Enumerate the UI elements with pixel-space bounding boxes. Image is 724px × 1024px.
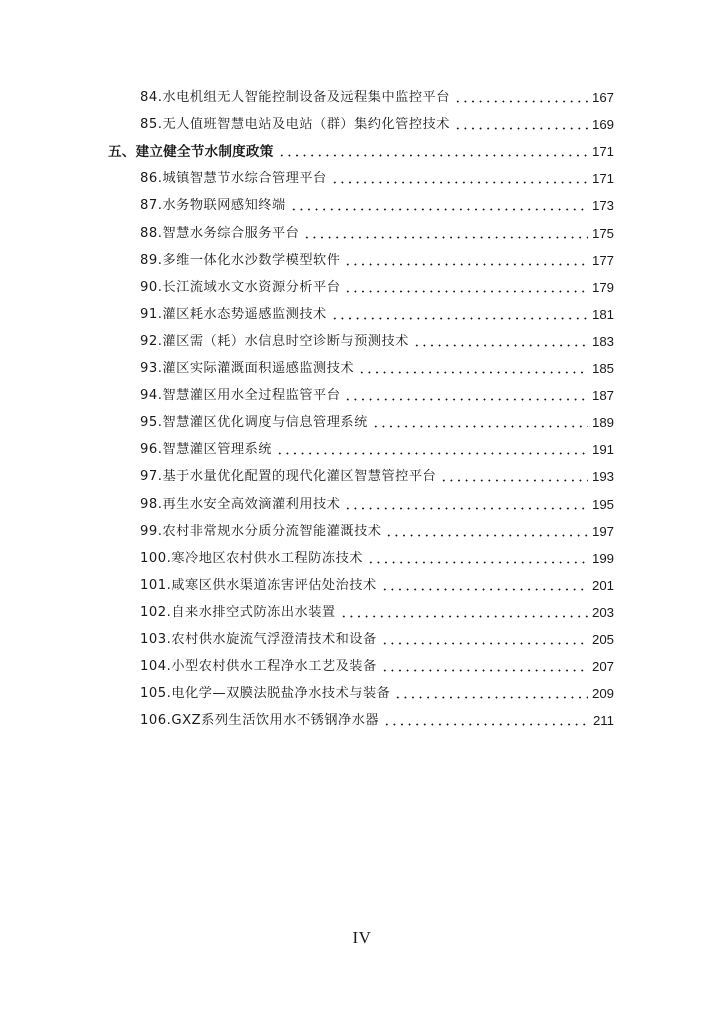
toc-entry — [140, 412, 614, 432]
toc-entry — [140, 195, 614, 215]
dot-leader — [385, 534, 588, 537]
toc-entry — [140, 385, 614, 405]
page-folio: IV — [352, 928, 372, 947]
dot-leader — [440, 479, 588, 482]
toc-entry-page-number: 191 — [591, 442, 614, 458]
dot-leader — [394, 696, 588, 699]
dot-leader — [331, 317, 588, 320]
toc-entry — [140, 223, 614, 243]
dot-leader — [331, 181, 588, 184]
toc-entry — [140, 575, 614, 595]
toc-entry — [140, 521, 614, 541]
toc-entry-title: 100.寒冷地区农村供水工程防冻技术 — [140, 550, 363, 566]
toc-entry — [140, 250, 614, 270]
toc-entry-title: 96.智慧灌区管理系统 — [140, 442, 272, 458]
dot-leader — [344, 507, 588, 510]
dot-leader — [344, 263, 588, 266]
dot-leader — [381, 588, 588, 591]
toc-entry-title: 86.城镇智慧节水综合管理平台 — [140, 171, 327, 187]
dot-leader — [454, 127, 588, 130]
dot-leader — [344, 290, 588, 293]
toc-entry — [140, 548, 614, 568]
toc-entry — [140, 710, 614, 730]
toc-entry-title: 88.智慧水务综合服务平台 — [140, 225, 300, 241]
toc-entry-page-number: 177 — [591, 252, 614, 268]
dot-leader — [383, 723, 589, 726]
toc-entry — [140, 304, 614, 324]
toc-entry-page-number: 171 — [591, 144, 614, 160]
toc-entry — [140, 87, 614, 107]
toc-entry — [140, 358, 614, 378]
toc-entry-page-number: 187 — [591, 388, 614, 404]
toc-entry-page-number: 173 — [591, 198, 614, 214]
dot-leader — [344, 398, 588, 401]
toc-entry — [140, 602, 614, 622]
toc-entry-title: 85.无人值班智慧电站及电站（群）集约化管控技术 — [140, 117, 450, 133]
toc-entry-page-number: 167 — [591, 90, 614, 105]
toc-entry-title: 104.小型农村供水工程净水工艺及装备 — [140, 659, 377, 675]
toc-entry — [140, 331, 614, 351]
toc-entry — [140, 494, 614, 514]
toc-entry-title: 97.基于水量优化配置的现代化灌区智慧管控平台 — [140, 469, 437, 485]
toc-entry-page-number: 207 — [591, 659, 614, 675]
dot-leader — [454, 100, 588, 103]
toc-entry — [140, 656, 614, 676]
toc-entry-title: 五、建立健全节水制度政策 — [108, 144, 274, 161]
toc-entry-page-number: 185 — [591, 361, 614, 376]
toc-entry-title: 90.长江流域水文水资源分析平台 — [140, 279, 341, 295]
toc-entry-title: 98.再生水安全高效滴灌利用技术 — [140, 496, 341, 512]
dot-leader — [413, 344, 588, 347]
toc-entry-title: 102.自来水排空式防冻出水装置 — [140, 604, 336, 620]
toc-entry-page-number: 175 — [591, 225, 614, 241]
toc-entry-page-number: 209 — [591, 686, 614, 702]
toc-entry — [140, 466, 614, 486]
toc-entry-title: 106.GXZ系列生活饮用水不锈钢净水器 — [140, 713, 380, 729]
dot-leader — [303, 236, 588, 239]
toc-entry-title: 84.水电机组无人智能控制设备及远程集中监控平台 — [140, 90, 450, 105]
toc-entry — [140, 629, 614, 649]
dot-leader — [381, 642, 588, 645]
toc-entry-title: 94.智慧灌区用水全过程监管平台 — [140, 388, 341, 404]
toc-entry-page-number: 195 — [591, 496, 614, 512]
toc-entry-page-number: 203 — [591, 604, 614, 620]
toc-entry-page-number: 199 — [591, 550, 614, 566]
toc-section-heading — [108, 141, 614, 161]
dot-leader — [276, 452, 588, 455]
toc-entry-page-number: 201 — [591, 577, 614, 593]
toc-entry-page-number: 211 — [592, 713, 614, 729]
toc-entry-page-number: 181 — [591, 306, 614, 322]
toc-entry-title: 103.农村供水旋流气浮澄清技术和设备 — [140, 632, 377, 647]
toc-entry-title: 99.农村非常规水分质分流智能灌溉技术 — [140, 523, 382, 539]
toc-entry-title: 91.灌区耗水态势遥感监测技术 — [140, 306, 327, 322]
toc-entry-title: 87.水务物联网感知终端 — [140, 198, 286, 214]
dot-leader — [367, 561, 588, 564]
toc-entry — [140, 277, 614, 297]
toc-entry — [140, 683, 614, 703]
dot-leader — [381, 669, 588, 672]
toc-entry-page-number: 169 — [591, 117, 614, 133]
toc-entry — [140, 439, 614, 459]
dot-leader — [290, 208, 588, 211]
toc-entry-title: 92.灌区需（耗）水信息时空诊断与预测技术 — [140, 333, 409, 349]
dot-leader — [278, 154, 588, 157]
toc-entry-page-number: 179 — [591, 279, 614, 295]
toc-entry — [140, 114, 614, 134]
toc-entry-title: 93.灌区实际灌溉面积遥感监测技术 — [140, 361, 355, 376]
toc-entry-page-number: 171 — [591, 171, 614, 187]
toc-entry-page-number: 189 — [591, 415, 614, 431]
dot-leader — [372, 425, 588, 428]
toc-entry-title: 105.电化学—双膜法脱盐净水技术与装备 — [140, 686, 391, 702]
dot-leader — [340, 615, 588, 618]
toc-entry — [140, 168, 614, 188]
toc-entry-page-number: 193 — [591, 469, 614, 485]
toc-entry-page-number: 183 — [591, 333, 614, 349]
toc-entry-title: 101.咸寒区供水渠道冻害评估处治技术 — [140, 577, 377, 593]
toc-entry-title: 95.智慧灌区优化调度与信息管理系统 — [140, 415, 368, 431]
toc-entry-page-number: 205 — [591, 632, 614, 647]
toc-entry-title: 89.多维一体化水沙数学模型软件 — [140, 252, 341, 268]
dot-leader — [358, 371, 588, 374]
toc-entry-page-number: 197 — [591, 523, 614, 539]
